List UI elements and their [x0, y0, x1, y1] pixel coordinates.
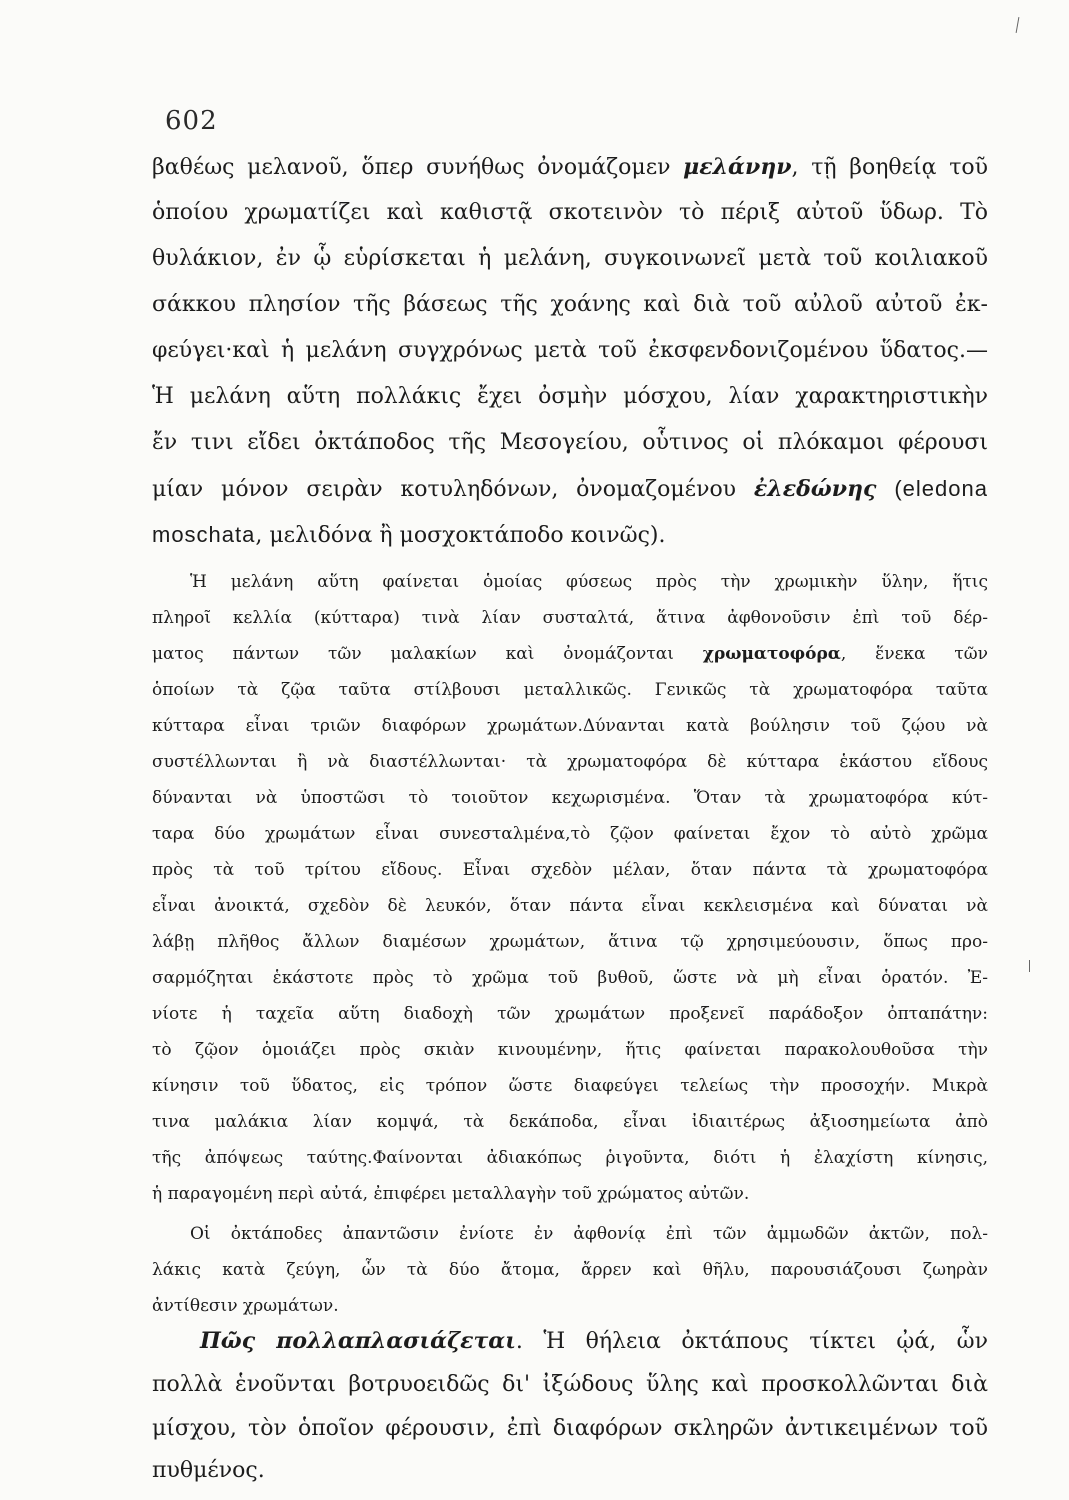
paragraph-2-line-18: ἡ παραγομένη περὶ αὐτά, ἐπιφέρει μεταλλαγὴν τοῦ χρώματος αὐτῶν.: [152, 1184, 750, 1204]
paragraph-1-line-5: φεύγει·καὶ ἡ μελάνη συγχρόνως μετὰ τοῦ ἐκσφενδονιζομένου ὕδατος.—: [152, 338, 988, 363]
term-chromatophora: χρωματοφόρα: [702, 644, 841, 664]
text-segment: , τῇ βοηθείᾳ τοῦ: [791, 155, 988, 180]
paragraph-1-line-1: [152, 156, 988, 179]
page-edge-mark: [1016, 17, 1020, 33]
paragraph-1-line-6: Ἡ μελάνη αὕτη πολλάκις ἔχει ὀσμὴν μόσχου, λίαν χαρακτηριστικὴν: [152, 384, 988, 409]
paragraph-4-line-4: πυθμένος.: [152, 1458, 265, 1483]
section-heading-reproduction: Πῶς πολλαπλασιάζεται: [200, 1328, 516, 1354]
paragraph-4-line-1: [200, 1330, 988, 1353]
paragraph-1-line-4: σάκκου πλησίον τῆς βάσεως τῆς χοάνης καὶ διὰ τοῦ αὐλοῦ αὐτοῦ ἐκ-: [152, 292, 988, 317]
paragraph-2-line-8: ταρα δύο χρωμάτων εἶναι συνεσταλμένα,τὸ ζῷον φαίνεται ἔχον τὸ αὐτὸ χρῶμα: [152, 824, 988, 844]
paragraph-1-line-7: ἔν τινι εἴδει ὀκτάποδος τῆς Μεσογείου, οὗτινος οἱ πλόκαμοι φέρουσι: [152, 430, 988, 455]
paragraph-2-line-2: πληροῖ κελλία (κύτταρα) τινὰ λίαν συσταλτά, ἅτινα ἀφθονοῦσιν ἐπὶ τοῦ δέρ-: [152, 608, 988, 628]
text-segment: μίαν μόνον σειρὰν κοτυληδόνων, ὀνομαζομένου: [152, 477, 754, 502]
text-segment: βαθέως μελανοῦ, ὅπερ συνήθως ὀνομάζομεν: [152, 155, 684, 180]
paragraph-2-line-6: συστέλλωνται ἢ νὰ διαστέλλωνται· τὰ χρωματοφόρα δὲ κύτταρα ἑκάστου εἴδους: [152, 752, 988, 772]
paragraph-2-line-16: τινα μαλάκια λίαν κομψά, τὰ δεκάποδα, εἶναι ἰδιαιτέρως ἀξιοσημείωτα ἀπὸ: [152, 1112, 988, 1132]
paragraph-3-line-3: ἀντίθεσιν χρωμάτων.: [152, 1296, 339, 1316]
text-segment: , μελιδόνα ἢ μοσχοκτάποδο κοινῶς).: [255, 523, 666, 548]
paragraph-4-line-3: μίσχου, τὸν ὁποῖον φέρουσιν, ἐπὶ διαφόρων σκληρῶν ἀντικειμένων τοῦ: [152, 1416, 988, 1441]
term-melani: μελάνην: [683, 154, 792, 180]
text-segment: , ἕνεκα τῶν: [840, 644, 988, 664]
page-number: 602: [165, 106, 218, 136]
paragraph-2-line-5: κύτταρα εἶναι τριῶν διαφόρων χρωμάτων.Δύνανται κατὰ βούλησιν τοῦ ζῴου νὰ: [152, 716, 988, 736]
paragraph-2-line-7: δύνανται νὰ ὑποστῶσι τὸ τοιοῦτον κεχωρισμένα. Ὅταν τὰ χρωματοφόρα κύτ-: [152, 788, 988, 808]
paragraph-2-line-9: πρὸς τὰ τοῦ τρίτου εἴδους. Εἶναι σχεδὸν μέλαν, ὅταν πάντα τὰ χρωματοφόρα: [152, 860, 988, 880]
paragraph-2-line-4: ὁποίων τὰ ζῷα ταῦτα στίλβουσι μεταλλικῶς. Γενικῶς τὰ χρωματοφόρα ταῦτα: [152, 680, 988, 700]
paragraph-1-line-2: ὁποίου χρωματίζει καὶ καθιστᾷ σκοτεινὸν τὸ πέριξ αὐτοῦ ὕδωρ. Τὸ: [152, 200, 988, 225]
page-edge-mark: [1029, 960, 1030, 972]
paragraph-3-line-1: Οἱ ὀκτάποδες ἀπαντῶσιν ἐνίοτε ἐν ἀφθονίᾳ ἐπὶ τῶν ἀμμωδῶν ἀκτῶν, πολ-: [190, 1224, 988, 1244]
paragraph-2-line-11: λάβῃ πλῆθος ἄλλων διαμέσων χρωμάτων, ἅτινα τῷ χρησιμεύουσιν, ὅπως προ-: [152, 932, 988, 952]
paragraph-1-line-9: [152, 524, 988, 547]
paragraph-2-line-17: τῆς ἀπόψεως ταύτης.Φαίνονται ἀδιακόπως ῥιγοῦντα, διότι ἡ ἐλαχίστη κίνησις,: [152, 1148, 988, 1168]
term-eledoni: ἐλεδώνης: [753, 476, 877, 502]
latin-name: moschata: [152, 522, 256, 547]
paragraph-2-line-10: εἶναι ἀνοικτά, σχεδὸν δὲ λευκόν, ὅταν πάντα εἶναι κεκλεισμένα καὶ δύναται νὰ: [152, 896, 988, 916]
paragraph-2-line-13: νίοτε ἡ ταχεῖα αὕτη διαδοχὴ τῶν χρωμάτων προξενεῖ παράδοξον ὀπταπάτην:: [152, 1004, 988, 1024]
paragraph-2-line-3: [152, 646, 988, 663]
paragraph-1-line-3: θυλάκιον, ἐν ᾧ εὑρίσκεται ἡ μελάνη, συγκοινωνεῖ μετὰ τοῦ κοιλιακοῦ: [152, 246, 988, 271]
latin-name: (eledona: [876, 476, 988, 501]
paragraph-2-line-12: σαρμόζηται ἑκάστοτε πρὸς τὸ χρῶμα τοῦ βυθοῦ, ὥστε νὰ μὴ εἶναι ὁρατόν. Ἐ-: [152, 968, 988, 988]
paragraph-1-line-8: [152, 478, 988, 501]
paragraph-2-line-15: κίνησιν τοῦ ὕδατος, εἰς τρόπον ὥστε διαφεύγει τελείως τὴν προσοχήν. Μικρὰ: [152, 1076, 988, 1096]
paragraph-2-line-14: τὸ ζῷον ὁμοιάζει πρὸς σκιὰν κινουμένην, ἥτις φαίνεται παρακολουθοῦσα τὴν: [152, 1040, 988, 1060]
paragraph-4-line-2: πολλὰ ἑνοῦνται βοτρυοειδῶς δι' ἰξώδους ὕλης καὶ προσκολλῶνται διὰ: [152, 1372, 988, 1397]
paragraph-3-line-2: λάκις κατὰ ζεύγη, ὧν τὰ δύο ἄτομα, ἄρρεν καὶ θῆλυ, παρουσιάζουσι ζωηρὰν: [152, 1260, 988, 1280]
paragraph-2-line-1: Ἡ μελάνη αὕτη φαίνεται ὁμοίας φύσεως πρὸς τὴν χρωμικὴν ὕλην, ἥτις: [190, 572, 988, 592]
text-segment: . Ἡ θήλεια ὀκτάπους τίκτει ᾠά, ὧν: [515, 1329, 988, 1354]
text-segment: ματος πάντων τῶν μαλακίων καὶ ὀνομάζονται: [152, 644, 703, 664]
